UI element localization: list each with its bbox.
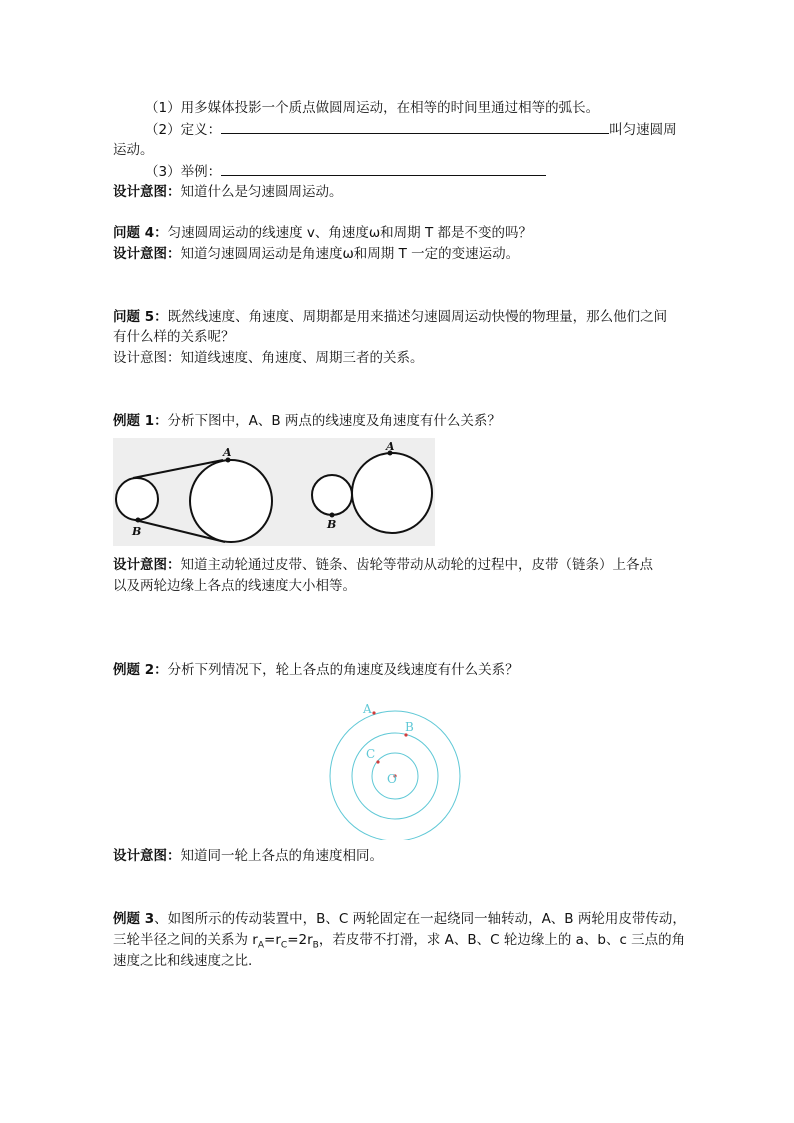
example-3-label: 例题 3 — [113, 911, 155, 927]
point-c-dot — [376, 760, 379, 763]
question-4-text: 匀速圆周运动的线速度 v、角速度ω和周期 T 都是不变的吗？ — [167, 225, 533, 241]
definition-blank — [221, 119, 609, 134]
question-4 — [113, 223, 532, 243]
design-intent-1 — [113, 182, 343, 202]
intent-label: 设计意图： — [113, 246, 181, 262]
subscript-b: B — [312, 940, 319, 951]
example-1-text: 分析下图中，A、B 两点的线速度及角速度有什么关系？ — [167, 413, 501, 429]
point-b-dot — [136, 518, 141, 523]
example-2-label: 例题 2： — [113, 662, 168, 678]
point-c-label: C — [366, 747, 376, 761]
item-2-prefix: （2）定义： — [145, 122, 222, 138]
item-3 — [145, 161, 546, 182]
item-3-prefix: （3）举例： — [145, 164, 222, 180]
concentric-wheel-figure — [322, 700, 468, 840]
small-gear — [312, 475, 352, 515]
small-wheel — [116, 478, 158, 520]
example-1 — [113, 411, 501, 431]
large-gear — [352, 453, 432, 533]
question-5-line-2: 有什么样的关系呢？ — [113, 329, 235, 345]
question-5-line-1 — [113, 307, 667, 327]
item-2-suffix: 叫匀速圆周 — [609, 122, 677, 138]
intent-label: 设计意图： — [113, 557, 181, 573]
design-intent-3 — [113, 348, 424, 368]
gear-point-b-label: B — [327, 518, 337, 531]
intent-label: 设计意图： — [113, 184, 181, 200]
example-2-text: 分析下列情况下，轮上各点的角速度及线速度有什么关系？ — [167, 662, 519, 678]
intent-label-plain: 设计意图： — [113, 350, 181, 366]
example-3-condition: ，若皮带不打滑，求 A、B、C 轮边缘上的 a、b、c 三点的角 — [318, 932, 686, 948]
point-a-dot — [372, 711, 375, 714]
gear-point-a-label: A — [386, 440, 395, 453]
subscript-c: C — [280, 940, 288, 951]
intent-text: 知道线速度、角速度、周期三者的关系。 — [180, 350, 424, 366]
example-3-text: 、如图所示的传动装置中，B、C 两轮固定在一起绕同一轴转动，A、B 两轮用皮带传动， — [154, 911, 686, 927]
example-3-line-3: 速度之比和线速度之比. — [113, 953, 253, 969]
large-wheel — [190, 460, 272, 542]
design-intent-5 — [113, 846, 383, 866]
example-1-label: 例题 1： — [113, 413, 168, 429]
example-blank — [221, 161, 546, 176]
question-5-text: 既然线速度、角速度、周期都是用来描述匀速圆周运动快慢的物理量，那么他们之间 — [167, 309, 668, 325]
subscript-a: A — [257, 940, 265, 951]
radius-intro: 三轮半径之间的关系为 r — [113, 932, 258, 948]
point-b-label: B — [132, 525, 142, 538]
intent-label: 设计意图： — [113, 848, 181, 864]
belt-and-gear-figure — [113, 438, 435, 546]
item-2-continuation: 运动。 — [113, 142, 154, 158]
point-b-label: B — [405, 720, 414, 734]
item-1: （1）用多媒体投影一个质点做圆周运动，在相等的时间里通过相等的弧长。 — [145, 100, 600, 116]
intent-text: 知道匀速圆周运动是角速度ω和周期 T 一定的变速运动。 — [180, 246, 520, 262]
center-o-label: O — [387, 772, 397, 786]
example-2 — [113, 660, 519, 680]
intent-text: 知道什么是匀速圆周运动。 — [180, 184, 343, 200]
gear-point-b-dot — [330, 513, 335, 518]
equals-2rb: =2r — [287, 932, 313, 948]
design-intent-2 — [113, 244, 519, 264]
design-intent-4-line-2: 以及两轮边缘上各点的线速度大小相等。 — [113, 578, 356, 594]
point-a-label: A — [223, 446, 232, 459]
point-a-label: A — [363, 702, 372, 716]
intent-text: 知道主动轮通过皮带、链条、齿轮等带动从动轮的过程中，皮带（链条）上各点 — [180, 557, 653, 573]
question-5-label: 问题 5： — [113, 309, 168, 325]
question-4-label: 问题 4： — [113, 225, 168, 241]
design-intent-4-line-1 — [113, 555, 653, 575]
example-3-line-1 — [113, 909, 686, 929]
intent-text: 知道同一轮上各点的角速度相同。 — [180, 848, 383, 864]
item-2 — [145, 119, 677, 140]
equals-rc: =r — [264, 932, 281, 948]
